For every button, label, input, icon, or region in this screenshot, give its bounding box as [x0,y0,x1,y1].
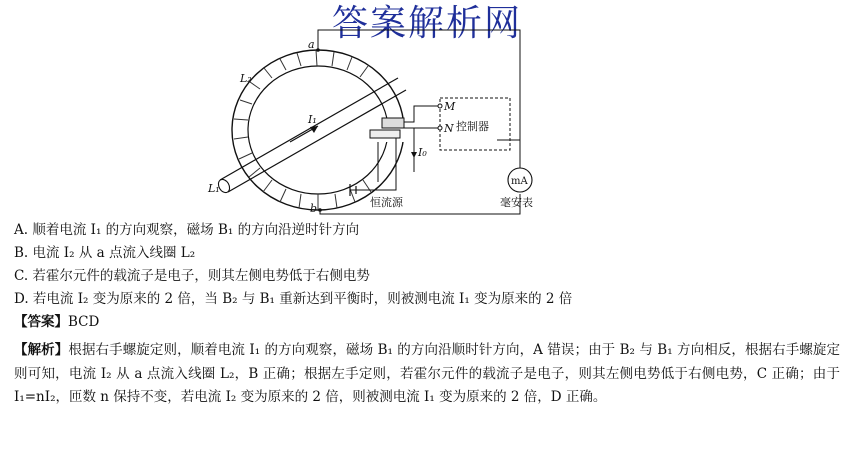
label-ma: mA [511,176,528,187]
terminal-n [438,126,442,130]
options-list [14,219,844,334]
analysis-text: 根据右手螺旋定则，顺着电流 I₁ 的方向观察，磁场 B₁ 的方向沿顺时针方向，A 错误；由于 B₂ 与 B₁ 方向相反，根据右手螺旋定则可知，电流 I₂ 从 a 点流入线圈 L₂，B 正确；根据左手定则，若霍尔元件的载流子是电子，则其左侧电势低于右侧电势，C 正确；由于 I₁=nI₂，匝数 n 保持不变，若电流 I₂ 变为原来的 2 倍，则被测电流 I₁ 变为原来的 2 倍，D 正确。 [14,342,840,405]
option-d: D. 若电流 I₂ 变为原来的 2 倍，当 B₂ 与 B₁ 重新达到平衡时，则被测电流 I₁ 变为原来的 2 倍 [14,291,573,307]
circuit-diagram [200,22,560,222]
label-milliammeter: 毫安表 [500,196,533,209]
wires [318,30,520,214]
option-a: A. 顺着电流 I₁ 的方向观察，磁场 B₁ 的方向沿逆时针方向 [14,222,360,238]
label-l2: L₂ [240,72,252,85]
label-current-source: 恒流源 [370,196,403,209]
label-m: M [444,100,456,113]
label-i1: I₁ [308,113,317,126]
analysis-block [14,339,840,410]
analysis-tag: 【解析】 [14,342,69,358]
label-l1: L₁ [208,182,220,195]
answer-tag: 【答案】 [14,314,68,330]
label-controller: 控制器 [456,120,489,133]
answer-value: BCD [68,314,100,330]
watermark-title: 答案解析网 [332,3,523,44]
terminal-m [438,104,442,108]
label-i0: I₀ [418,146,427,159]
hall-element [370,118,404,138]
label-n: N [444,122,454,135]
circuit-svg [200,22,560,222]
option-c: C. 若霍尔元件的载流子是电子，则其左侧电势低于右侧电势 [14,268,370,284]
answer-line [14,311,844,334]
option-b: B. 电流 I₂ 从 a 点流入线圈 L₂ [14,245,196,261]
label-b: b [310,202,318,215]
label-a: a [308,38,315,51]
